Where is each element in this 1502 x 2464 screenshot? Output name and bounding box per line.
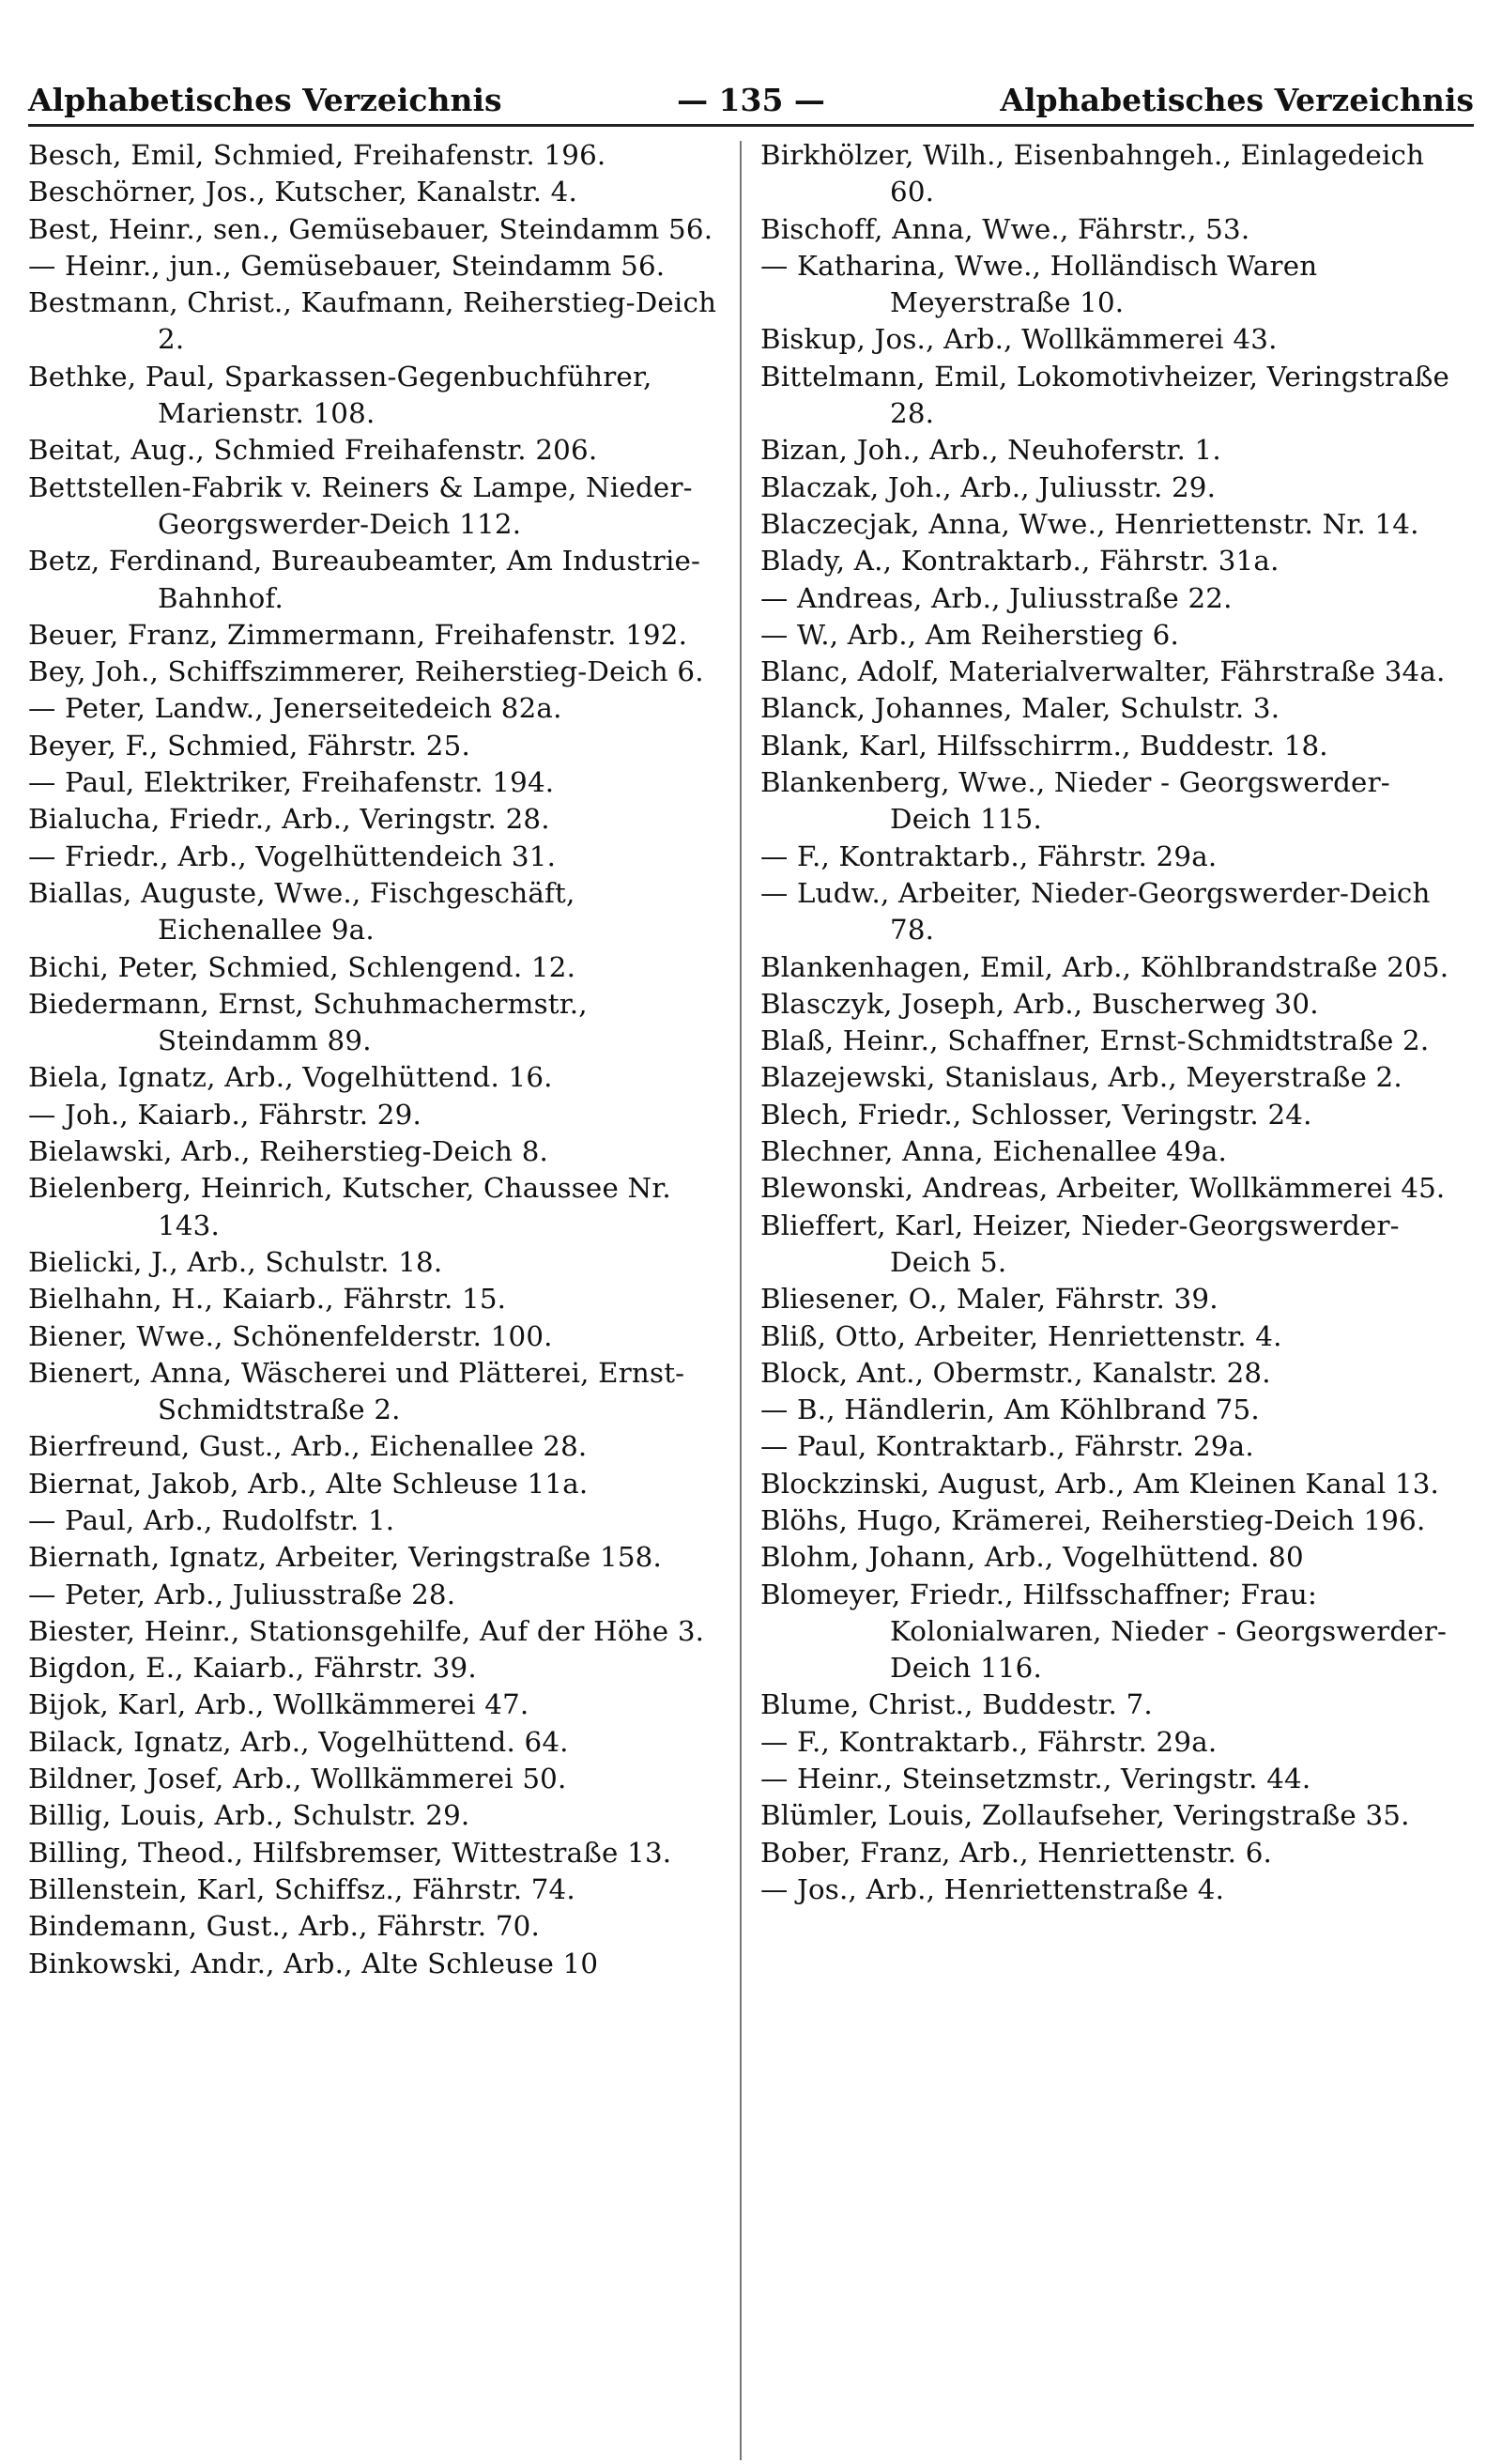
- directory-entry: — Peter, Arb., Juliusstraße 28.: [28, 1578, 456, 1610]
- directory-entry: Blazejewski, Stanislaus, Arb., Meyerstraße 2.: [760, 1061, 1402, 1094]
- directory-entry: Blume, Christ., Buddestr. 7.: [760, 1688, 1153, 1721]
- directory-entry: Biester, Heinr., Stationsgehilfe, Auf der Höhe 3.: [28, 1614, 705, 1647]
- header-rule: [28, 124, 1474, 127]
- directory-entry: Bliß, Otto, Arbeiter, Henriettenstr. 4.: [760, 1319, 1282, 1352]
- directory-entry: Bildner, Josef, Arb., Wollkämmerei 50.: [28, 1763, 567, 1795]
- directory-entry: Billenstein, Karl, Schiffsz., Fährstr. 74.: [28, 1872, 575, 1905]
- directory-entry: Beuer, Franz, Zimmermann, Freihafenstr. 192.: [28, 618, 688, 651]
- header-right-title: Alphabetisches Verzeichnis: [1000, 81, 1474, 118]
- directory-entry: Blomeyer, Friedr., Hilfsschaffner; Frau: Kolonialwaren, Nieder - Georgswerder-Deich 116.: [760, 1578, 1448, 1685]
- page-number: — 135 —: [677, 81, 825, 118]
- directory-entry: Bizan, Joh., Arb., Neuhoferstr. 1.: [760, 434, 1221, 467]
- directory-entry: Betz, Ferdinand, Bureaubeamter, Am Industrie-Bahnhof.: [28, 545, 701, 614]
- directory-entry: Bialucha, Friedr., Arb., Veringstr. 28.: [28, 803, 550, 836]
- directory-entry: Bethke, Paul, Sparkassen-Gegenbuchführer, Marienstr. 108.: [28, 360, 652, 430]
- directory-entry: Bliesener, O., Maler, Fährstr. 39.: [760, 1283, 1218, 1316]
- directory-entry: Bielhahn, H., Kaiarb., Fährstr. 15.: [28, 1283, 507, 1316]
- directory-entry: Blechner, Anna, Eichenallee 49a.: [760, 1135, 1228, 1168]
- directory-entry: Bichi, Peter, Schmied, Schlengend. 12.: [28, 950, 576, 983]
- directory-entry: Bielenberg, Heinrich, Kutscher, Chaussee Nr. 143.: [28, 1172, 671, 1241]
- directory-entry: Best, Heinr., sen., Gemüsebauer, Steindamm 56.: [28, 212, 713, 245]
- directory-entry: Blanc, Adolf, Materialverwalter, Fährstraße 34a.: [760, 655, 1446, 688]
- directory-entry: Biedermann, Ernst, Schuhmachermstr., Steindamm 89.: [28, 987, 588, 1057]
- directory-entry: Blankenberg, Wwe., Nieder - Georgswerder-Deich 115.: [760, 766, 1390, 836]
- directory-entry: — Paul, Kontraktarb., Fährstr. 29a.: [760, 1430, 1254, 1463]
- directory-entry: Blady, A., Kontraktarb., Fährstr. 31a.: [760, 545, 1280, 578]
- directory-entry: Blohm, Johann, Arb., Vogelhüttend. 80: [760, 1541, 1304, 1574]
- directory-entry: — Peter, Landw., Jenerseitedeich 82a.: [28, 692, 562, 725]
- directory-entry: Biernat, Jakob, Arb., Alte Schleuse 11a.: [28, 1467, 589, 1500]
- directory-entry: Beitat, Aug., Schmied Freihafenstr. 206.: [28, 434, 598, 467]
- directory-entry: Blankenhagen, Emil, Arb., Köhlbrandstraße 205.: [760, 950, 1449, 983]
- directory-entry: Blockzinski, August, Arb., Am Kleinen Kanal 13.: [760, 1467, 1440, 1500]
- left-column: [28, 137, 737, 1982]
- directory-entry: Bielawski, Arb., Reiherstieg-Deich 8.: [28, 1135, 549, 1168]
- header-left-title: Alphabetisches Verzeichnis: [28, 81, 502, 118]
- directory-entry: — Heinr., Steinsetzmstr., Veringstr. 44.: [760, 1763, 1311, 1795]
- directory-entry: — F., Kontraktarb., Fährstr. 29a.: [760, 1725, 1218, 1758]
- directory-entry: Blaczecjak, Anna, Wwe., Henriettenstr. Nr. 14.: [760, 507, 1419, 540]
- directory-entry: — F., Kontraktarb., Fährstr. 29a.: [760, 839, 1218, 872]
- directory-entry: Bindemann, Gust., Arb., Fährstr. 70.: [28, 1910, 541, 1943]
- directory-entry: — B., Händlerin, Am Köhlbrand 75.: [760, 1394, 1260, 1426]
- directory-entry: Biernath, Ignatz, Arbeiter, Veringstraße 158.: [28, 1541, 663, 1574]
- directory-entry: Blaczak, Joh., Arb., Juliusstr. 29.: [760, 470, 1217, 503]
- directory-entry: Bijok, Karl, Arb., Wollkämmerei 47.: [28, 1688, 529, 1721]
- directory-entry: Blümler, Louis, Zollaufseher, Veringstraße 35.: [760, 1799, 1410, 1832]
- directory-entry: Bienert, Anna, Wäscherei und Plätterei, Ernst-Schmidtstraße 2.: [28, 1356, 685, 1426]
- directory-entry: Bilack, Ignatz, Arb., Vogelhüttend. 64.: [28, 1725, 569, 1758]
- directory-entry: Bischoff, Anna, Wwe., Fährstr., 53.: [760, 212, 1250, 245]
- directory-entry: Bielicki, J., Arb., Schulstr. 18.: [28, 1245, 443, 1278]
- page-header: [28, 75, 1474, 124]
- directory-entry: — Jos., Arb., Henriettenstraße 4.: [760, 1872, 1225, 1905]
- directory-entry: — Paul, Arb., Rudolfstr. 1.: [28, 1503, 395, 1536]
- directory-entry: Besch, Emil, Schmied, Freihafenstr. 196.: [28, 139, 606, 171]
- directory-entry: Bettstellen-Fabrik v. Reiners & Lampe, Nieder-Georgswerder-Deich 112.: [28, 470, 693, 540]
- column-divider: [740, 141, 742, 2460]
- directory-entry: Blöhs, Hugo, Krämerei, Reiherstieg-Deich 196.: [760, 1503, 1426, 1536]
- directory-entry: Biener, Wwe., Schönenfelderstr. 100.: [28, 1319, 553, 1352]
- directory-entry: — Katharina, Wwe., Holländisch Waren Meyerstraße 10.: [760, 249, 1318, 319]
- directory-entry: Biela, Ignatz, Arb., Vogelhüttend. 16.: [28, 1061, 553, 1094]
- directory-entry: Blewonski, Andreas, Arbeiter, Wollkämmerei 45.: [760, 1172, 1446, 1205]
- directory-entry: — Friedr., Arb., Vogelhüttendeich 31.: [28, 839, 557, 872]
- directory-entry: Bittelmann, Emil, Lokomotivheizer, Veringstraße 28.: [760, 360, 1450, 430]
- directory-entry: — W., Arb., Am Reiherstieg 6.: [760, 618, 1179, 651]
- directory-entry: Blaß, Heinr., Schaffner, Ernst-Schmidtstraße 2.: [760, 1024, 1430, 1057]
- directory-entry: — Ludw., Arbeiter, Nieder-Georgswerder-Deich 78.: [760, 876, 1431, 947]
- directory-entry: Birkhölzer, Wilh., Eisenbahngeh., Einlagedeich 60.: [760, 139, 1425, 208]
- directory-entry: — Paul, Elektriker, Freihafenstr. 194.: [28, 766, 555, 799]
- directory-entry: Biallas, Auguste, Wwe., Fischgeschäft, Eichenallee 9a.: [28, 876, 575, 947]
- directory-entry: Billig, Louis, Arb., Schulstr. 29.: [28, 1799, 470, 1832]
- directory-entry: Binkowski, Andr., Arb., Alte Schleuse 10: [28, 1947, 599, 1979]
- directory-entry: Bey, Joh., Schiffszimmerer, Reiherstieg-Deich 6.: [28, 655, 704, 688]
- directory-entry: Bierfreund, Gust., Arb., Eichenallee 28.: [28, 1430, 588, 1463]
- directory-entry: Bober, Franz, Arb., Henriettenstr. 6.: [760, 1836, 1273, 1869]
- directory-entry: Blank, Karl, Hilfsschirrm., Buddestr. 18.: [760, 729, 1328, 762]
- directory-entry: Blieffert, Karl, Heizer, Nieder-Georgswerder-Deich 5.: [760, 1209, 1400, 1278]
- directory-entry: — Heinr., jun., Gemüsebauer, Steindamm 56.: [28, 249, 666, 282]
- directory-entry: Block, Ant., Obermstr., Kanalstr. 28.: [760, 1356, 1271, 1389]
- directory-entry: — Joh., Kaiarb., Fährstr. 29.: [28, 1098, 421, 1131]
- directory-entry: Blasczyk, Joseph, Arb., Buscherweg 30.: [760, 987, 1319, 1020]
- directory-entry: Blanck, Johannes, Maler, Schulstr. 3.: [760, 692, 1280, 725]
- right-column: [760, 137, 1469, 1908]
- directory-entry: Beyer, F., Schmied, Fährstr. 25.: [28, 729, 470, 762]
- directory-entry: Bestmann, Christ., Kaufmann, Reiherstieg-Deich 2.: [28, 286, 717, 356]
- directory-entry: Beschörner, Jos., Kutscher, Kanalstr. 4.: [28, 176, 577, 208]
- directory-entry: Billing, Theod., Hilfsbremser, Wittestraße 13.: [28, 1836, 672, 1869]
- directory-entry: — Andreas, Arb., Juliusstraße 22.: [760, 581, 1233, 614]
- directory-entry: Biskup, Jos., Arb., Wollkämmerei 43.: [760, 323, 1278, 356]
- directory-entry: Blech, Friedr., Schlosser, Veringstr. 24.: [760, 1098, 1312, 1131]
- directory-entry: Bigdon, E., Kaiarb., Fährstr. 39.: [28, 1652, 477, 1685]
